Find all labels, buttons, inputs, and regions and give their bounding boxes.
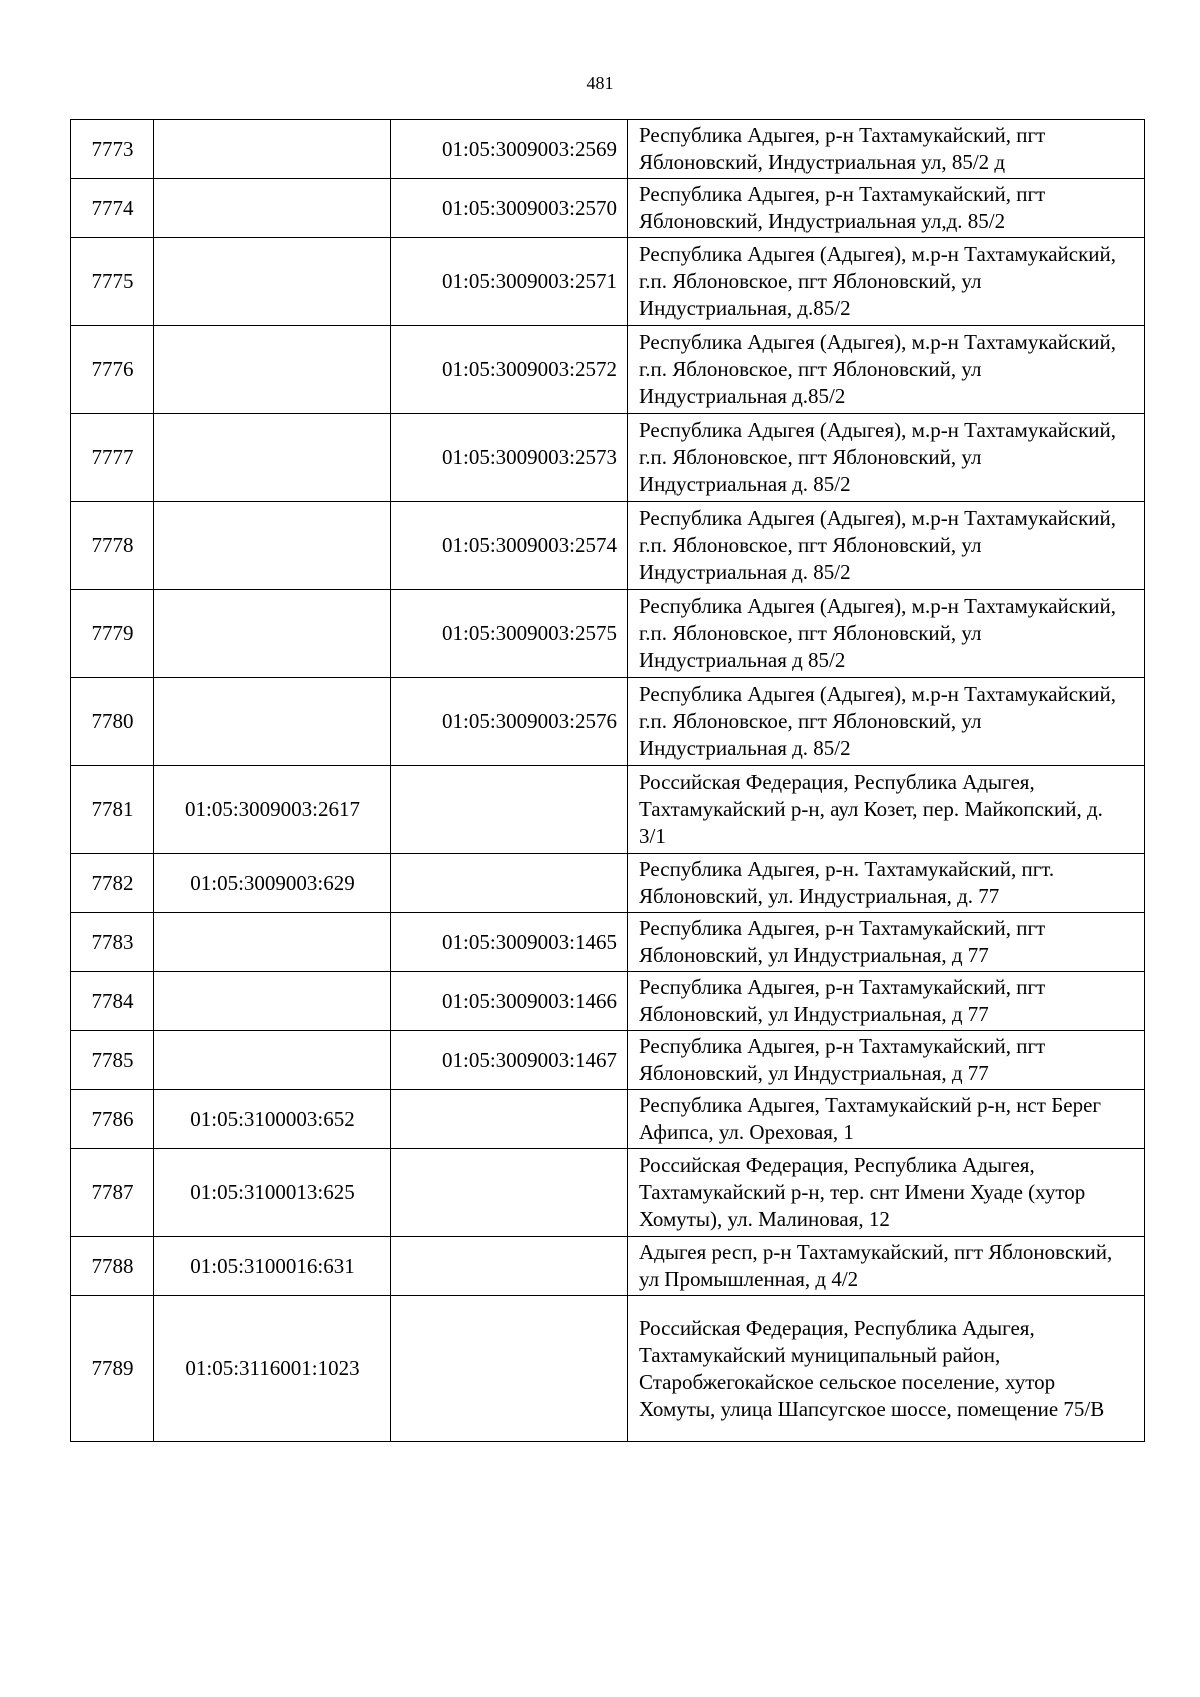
cadastral-number-cell (154, 414, 391, 502)
cadastral-number-cell: 01:05:3116001:1023 (154, 1296, 391, 1442)
table-row (71, 238, 1145, 326)
cadastral-number-cell: 01:05:3009003:629 (154, 854, 391, 913)
related-cadastral-number-cell: 01:05:3009003:2574 (391, 502, 628, 590)
registry-table-body (71, 120, 1145, 1442)
cadastral-number-cell (154, 678, 391, 766)
row-number-cell: 7780 (71, 678, 154, 766)
row-number-cell: 7773 (71, 120, 154, 179)
address-cell: Республика Адыгея (Адыгея), м.р-н Тахтамукайский, г.п. Яблоновское, пгт Яблоновский, ул Индустриальная, д.85/2 (628, 238, 1145, 326)
row-number-cell: 7781 (71, 766, 154, 854)
cadastral-number-cell: 01:05:3100013:625 (154, 1149, 391, 1237)
related-cadastral-number-cell (391, 766, 628, 854)
address-cell: Республика Адыгея, р-н Тахтамукайский, пгт Яблоновский, ул Индустриальная, д 77 (628, 1031, 1145, 1090)
address-cell: Республика Адыгея (Адыгея), м.р-н Тахтамукайский, г.п. Яблоновское, пгт Яблоновский, ул Индустриальная д. 85/2 (628, 678, 1145, 766)
cadastral-number-cell: 01:05:3100016:631 (154, 1237, 391, 1296)
table-row (71, 1031, 1145, 1090)
cadastral-number-cell (154, 326, 391, 414)
address-cell: Республика Адыгея (Адыгея), м.р-н Тахтамукайский, г.п. Яблоновское, пгт Яблоновский, ул Индустриальная д. 85/2 (628, 414, 1145, 502)
related-cadastral-number-cell: 01:05:3009003:2576 (391, 678, 628, 766)
table-row (71, 1149, 1145, 1237)
row-number-cell: 7784 (71, 972, 154, 1031)
table-row (71, 972, 1145, 1031)
cadastral-number-cell (154, 238, 391, 326)
page-number: 481 (586, 73, 614, 93)
registry-table (70, 119, 1145, 1442)
address-cell: Республика Адыгея, р-н Тахтамукайский, пгт Яблоновский, Индустриальная ул, 85/2 д (628, 120, 1145, 179)
table-row (71, 1296, 1145, 1442)
address-cell: Республика Адыгея (Адыгея), м.р-н Тахтамукайский, г.п. Яблоновское, пгт Яблоновский, ул Индустриальная д.85/2 (628, 326, 1145, 414)
address-cell: Российская Федерация, Республика Адыгея, Тахтамукайский муниципальный район, Старобжегокайское сельское поселение, хутор Хомуты, улица Шапсугское шоссе, помещение 75/В (628, 1296, 1145, 1442)
cadastral-number-cell (154, 1031, 391, 1090)
row-number-cell: 7778 (71, 502, 154, 590)
row-number-cell: 7777 (71, 414, 154, 502)
related-cadastral-number-cell: 01:05:3009003:2572 (391, 326, 628, 414)
related-cadastral-number-cell: 01:05:3009003:1467 (391, 1031, 628, 1090)
address-cell: Российская Федерация, Республика Адыгея, Тахтамукайский р-н, аул Козет, пер. Майкопский, д. 3/1 (628, 766, 1145, 854)
table-row (71, 678, 1145, 766)
row-number-cell: 7787 (71, 1149, 154, 1237)
table-row (71, 590, 1145, 678)
table-row (71, 1237, 1145, 1296)
cadastral-number-cell (154, 913, 391, 972)
row-number-cell: 7779 (71, 590, 154, 678)
address-cell: Республика Адыгея, р-н Тахтамукайский, пгт Яблоновский, ул Индустриальная, д 77 (628, 913, 1145, 972)
row-number-cell: 7776 (71, 326, 154, 414)
table-row (71, 1090, 1145, 1149)
related-cadastral-number-cell (391, 1090, 628, 1149)
row-number-cell: 7774 (71, 179, 154, 238)
related-cadastral-number-cell (391, 854, 628, 913)
row-number-cell: 7789 (71, 1296, 154, 1442)
related-cadastral-number-cell: 01:05:3009003:2571 (391, 238, 628, 326)
cadastral-number-cell (154, 972, 391, 1031)
related-cadastral-number-cell: 01:05:3009003:1465 (391, 913, 628, 972)
address-cell: Российская Федерация, Республика Адыгея, Тахтамукайский р-н, тер. снт Имени Хуаде (хутор Хомуты), ул. Малиновая, 12 (628, 1149, 1145, 1237)
row-number-cell: 7786 (71, 1090, 154, 1149)
cadastral-number-cell (154, 179, 391, 238)
cadastral-number-cell (154, 590, 391, 678)
table-row (71, 326, 1145, 414)
table-row (71, 854, 1145, 913)
table-row (71, 179, 1145, 238)
row-number-cell: 7782 (71, 854, 154, 913)
related-cadastral-number-cell: 01:05:3009003:1466 (391, 972, 628, 1031)
table-row (71, 766, 1145, 854)
cadastral-number-cell: 01:05:3100003:652 (154, 1090, 391, 1149)
table-row (71, 120, 1145, 179)
cadastral-number-cell (154, 502, 391, 590)
related-cadastral-number-cell (391, 1149, 628, 1237)
table-row (71, 913, 1145, 972)
address-cell: Республика Адыгея, р-н Тахтамукайский, пгт Яблоновский, Индустриальная ул,д. 85/2 (628, 179, 1145, 238)
related-cadastral-number-cell: 01:05:3009003:2575 (391, 590, 628, 678)
related-cadastral-number-cell: 01:05:3009003:2569 (391, 120, 628, 179)
row-number-cell: 7783 (71, 913, 154, 972)
address-cell: Адыгея респ, р-н Тахтамукайский, пгт Яблоновский, ул Промышленная, д 4/2 (628, 1237, 1145, 1296)
address-cell: Республика Адыгея, р-н Тахтамукайский, пгт Яблоновский, ул Индустриальная, д 77 (628, 972, 1145, 1031)
row-number-cell: 7788 (71, 1237, 154, 1296)
related-cadastral-number-cell (391, 1237, 628, 1296)
address-cell: Республика Адыгея (Адыгея), м.р-н Тахтамукайский, г.п. Яблоновское, пгт Яблоновский, ул Индустриальная д. 85/2 (628, 502, 1145, 590)
cadastral-number-cell: 01:05:3009003:2617 (154, 766, 391, 854)
row-number-cell: 7775 (71, 238, 154, 326)
address-cell: Республика Адыгея (Адыгея), м.р-н Тахтамукайский, г.п. Яблоновское, пгт Яблоновский, ул Индустриальная д 85/2 (628, 590, 1145, 678)
cadastral-number-cell (154, 120, 391, 179)
address-cell: Республика Адыгея, р-н. Тахтамукайский, пгт. Яблоновский, ул. Индустриальная, д. 77 (628, 854, 1145, 913)
row-number-cell: 7785 (71, 1031, 154, 1090)
table-row (71, 502, 1145, 590)
table-row (71, 414, 1145, 502)
related-cadastral-number-cell: 01:05:3009003:2573 (391, 414, 628, 502)
related-cadastral-number-cell (391, 1296, 628, 1442)
address-cell: Республика Адыгея, Тахтамукайский р-н, нст Берег Афипса, ул. Ореховая, 1 (628, 1090, 1145, 1149)
related-cadastral-number-cell: 01:05:3009003:2570 (391, 179, 628, 238)
